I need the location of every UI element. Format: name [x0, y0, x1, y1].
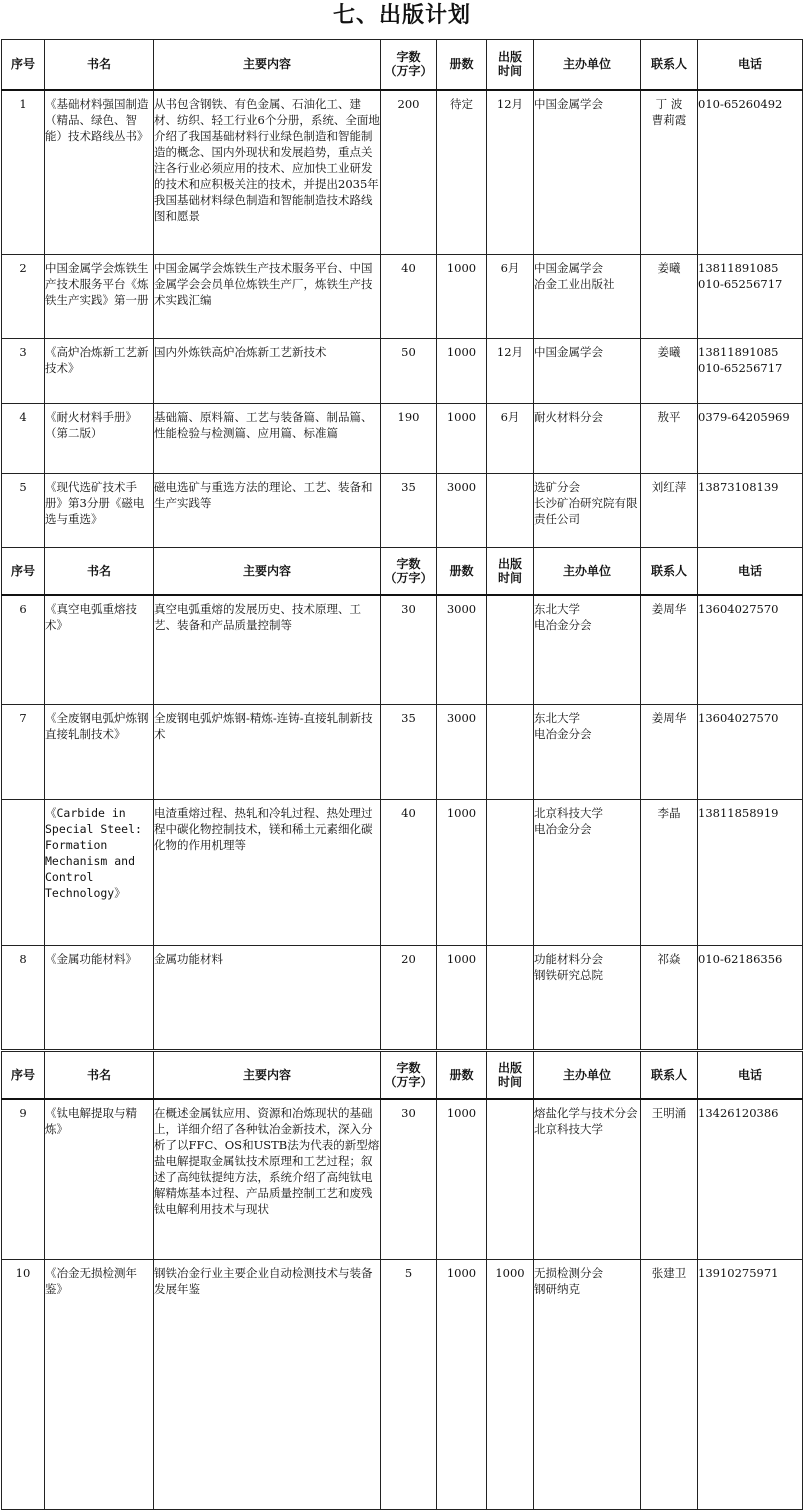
- cell-phone: 13604027570: [698, 705, 803, 800]
- cell-organizer: 中国金属学会 冶金工业出版社: [534, 255, 641, 339]
- cell-word-count: 30: [381, 1099, 437, 1260]
- cell-copies: 1000: [437, 1260, 487, 1510]
- table-row: [2, 1099, 803, 1260]
- header-org: 主办单位: [534, 1052, 641, 1099]
- header-copies: 册数: [437, 548, 487, 595]
- cell-book-title: 《耐火材料手册》（第二版）: [45, 404, 154, 474]
- cell-word-count: 35: [381, 474, 437, 548]
- cell-book-title: 《高炉冶炼新工艺新技术》: [45, 339, 154, 404]
- cell-word-count: 40: [381, 800, 437, 946]
- cell-main-content: 全废钢电弧炉炼钢-精炼-连铸-直接轧制新技术: [154, 705, 381, 800]
- cell-phone: 010-65260492: [698, 90, 803, 255]
- cell-organizer: 东北大学 电冶金分会: [534, 595, 641, 705]
- header-no: 序号: [2, 548, 45, 595]
- header-words: 字数 （万字）: [381, 548, 437, 595]
- header-words: 字数 （万字）: [381, 40, 437, 90]
- header-no: 序号: [2, 40, 45, 90]
- cell-word-count: 30: [381, 595, 437, 705]
- header-book: 书名: [45, 1052, 154, 1099]
- cell-book-title: 《冶金无损检测年鉴》: [45, 1260, 154, 1510]
- cell-no: 9: [2, 1099, 45, 1260]
- cell-book-title: 《金属功能材料》: [45, 946, 154, 1050]
- table-row: [2, 705, 803, 800]
- header-date: 出版 时间: [487, 548, 534, 595]
- cell-publish-date: [487, 474, 534, 548]
- header-contact: 联系人: [641, 1052, 698, 1099]
- header-book: 书名: [45, 40, 154, 90]
- header-book: 书名: [45, 548, 154, 595]
- cell-book-title: 中国金属学会炼铁生产技术服务平台《炼铁生产实践》第一册: [45, 255, 154, 339]
- table-row: [2, 1260, 803, 1510]
- cell-copies: 1000: [437, 404, 487, 474]
- cell-contact: 王明涌: [641, 1099, 698, 1260]
- header-copies: 册数: [437, 1052, 487, 1099]
- cell-phone: 13873108139: [698, 474, 803, 548]
- cell-copies: 1000: [437, 255, 487, 339]
- cell-word-count: 50: [381, 339, 437, 404]
- header-phone: 电话: [698, 548, 803, 595]
- cell-phone: 13811891085 010-65256717: [698, 255, 803, 339]
- header-phone: 电话: [698, 1052, 803, 1099]
- cell-word-count: 190: [381, 404, 437, 474]
- cell-word-count: 5: [381, 1260, 437, 1510]
- cell-phone: 0379-64205969: [698, 404, 803, 474]
- cell-word-count: 40: [381, 255, 437, 339]
- cell-contact: 姜曦: [641, 255, 698, 339]
- table-header-row: [2, 40, 803, 90]
- cell-word-count: 35: [381, 705, 437, 800]
- cell-phone: 13811858919: [698, 800, 803, 946]
- cell-phone: 13604027570: [698, 595, 803, 705]
- cell-organizer: 中国金属学会: [534, 339, 641, 404]
- cell-copies: 3000: [437, 595, 487, 705]
- cell-main-content: 从书包含钢铁、有色金属、石油化工、建材、纺织、轻工行业6个分册，系统、全面地介绍了我国基础材料行业绿色制造和智能制造的概念、国内外现状和发展趋势，重点关注各行业必须应用的技术、应加快工业研发的技术和应积极关注的技术，并提出2035年我国基础材料绿色制造和智能制造技术路线图和愿景: [154, 90, 381, 255]
- table-row: [2, 474, 803, 548]
- cell-book-title: 《真空电弧重熔技术》: [45, 595, 154, 705]
- cell-main-content: 真空电弧重熔的发展历史、技术原理、工艺、装备和产品质量控制等: [154, 595, 381, 705]
- cell-copies: 1000: [437, 339, 487, 404]
- table-row: [2, 946, 803, 1050]
- header-content: 主要内容: [154, 40, 381, 90]
- cell-organizer: 功能材料分会 钢铁研究总院: [534, 946, 641, 1050]
- cell-contact: 张建卫: [641, 1260, 698, 1510]
- cell-organizer: 选矿分会 长沙矿冶研究院有限责任公司: [534, 474, 641, 548]
- header-content: 主要内容: [154, 1052, 381, 1099]
- plan-table-section-1: [1, 39, 803, 548]
- cell-publish-date: 1000: [487, 1260, 534, 1510]
- cell-publish-date: 12月: [487, 90, 534, 255]
- cell-main-content: 电渣重熔过程、热轧和冷轧过程、热处理过程中碳化物控制技术，镁和稀土元素细化碳化物的作用机理等: [154, 800, 381, 946]
- cell-main-content: 中国金属学会炼铁生产技术服务平台、中国金属学会会员单位炼铁生产厂，炼铁生产技术实践汇编: [154, 255, 381, 339]
- cell-no: 10: [2, 1260, 45, 1510]
- cell-publish-date: 6月: [487, 255, 534, 339]
- header-copies: 册数: [437, 40, 487, 90]
- cell-contact: 刘红萍: [641, 474, 698, 548]
- header-date: 出版 时间: [487, 1052, 534, 1099]
- table-row: [2, 90, 803, 255]
- cell-book-title: 《Carbide in Special Steel: Formation Mechanism and Control Technology》: [45, 800, 154, 946]
- cell-copies: 3000: [437, 474, 487, 548]
- cell-contact: 丁 波 曹莉霞: [641, 90, 698, 255]
- cell-publish-date: [487, 595, 534, 705]
- cell-copies: 1000: [437, 1099, 487, 1260]
- plan-table-section-3: [1, 1051, 803, 1510]
- cell-main-content: 钢铁冶金行业主要企业自动检测技术与装备发展年鉴: [154, 1260, 381, 1510]
- cell-copies: 1000: [437, 946, 487, 1050]
- cell-publish-date: [487, 705, 534, 800]
- cell-publish-date: 12月: [487, 339, 534, 404]
- cell-main-content: 国内外炼铁高炉冶炼新工艺新技术: [154, 339, 381, 404]
- page-title: 七、出版计划: [332, 3, 471, 28]
- table-header-row: [2, 548, 803, 595]
- table-row: [2, 800, 803, 946]
- header-words: 字数 （万字）: [381, 1052, 437, 1099]
- table-row: [2, 339, 803, 404]
- cell-organizer: 无损检测分会 钢研纳克: [534, 1260, 641, 1510]
- cell-copies: 3000: [437, 705, 487, 800]
- cell-phone: 13910275971: [698, 1260, 803, 1510]
- cell-publish-date: [487, 946, 534, 1050]
- cell-copies: 1000: [437, 800, 487, 946]
- table-header-row: [2, 1052, 803, 1099]
- cell-main-content: 金属功能材料: [154, 946, 381, 1050]
- cell-copies: 待定: [437, 90, 487, 255]
- cell-organizer: 东北大学 电冶金分会: [534, 705, 641, 800]
- table-row: [2, 404, 803, 474]
- cell-publish-date: [487, 1099, 534, 1260]
- cell-main-content: 在概述金属钛应用、资源和冶炼现状的基础上，详细介绍了各种钛冶金新技术，深入分析了以FFC、OS和USTB法为代表的新型熔盐电解提取金属钛技术原理和工艺过程；叙述了高纯钛提纯方法，系统介绍了高纯钛电解精炼基本过程、产品质量控制工艺和废残钛电解利用技术与现状: [154, 1099, 381, 1260]
- cell-no: 8: [2, 946, 45, 1050]
- cell-main-content: 磁电选矿与重选方法的理论、工艺、装备和生产实践等: [154, 474, 381, 548]
- cell-word-count: 20: [381, 946, 437, 1050]
- cell-contact: 敖平: [641, 404, 698, 474]
- cell-no: 7: [2, 705, 45, 800]
- header-contact: 联系人: [641, 548, 698, 595]
- cell-no: 6: [2, 595, 45, 705]
- cell-book-title: 《现代选矿技术手册》第3分册《磁电选与重选》: [45, 474, 154, 548]
- cell-no: 2: [2, 255, 45, 339]
- header-org: 主办单位: [534, 548, 641, 595]
- cell-no: [2, 800, 45, 946]
- cell-organizer: 耐火材料分会: [534, 404, 641, 474]
- cell-book-title: 《全废钢电弧炉炼钢直接轧制技术》: [45, 705, 154, 800]
- table-row: [2, 595, 803, 705]
- cell-contact: 姜曦: [641, 339, 698, 404]
- cell-phone: 13811891085 010-65256717: [698, 339, 803, 404]
- cell-no: 1: [2, 90, 45, 255]
- cell-main-content: 基础篇、原料篇、工艺与装备篇、制品篇、性能检验与检测篇、应用篇、标准篇: [154, 404, 381, 474]
- header-no: 序号: [2, 1052, 45, 1099]
- cell-book-title: 《基础材料强国制造（精品、绿色、智能）技术路线丛书》: [45, 90, 154, 255]
- header-phone: 电话: [698, 40, 803, 90]
- cell-contact: 姜周华: [641, 595, 698, 705]
- cell-organizer: 中国金属学会: [534, 90, 641, 255]
- cell-no: 3: [2, 339, 45, 404]
- cell-no: 4: [2, 404, 45, 474]
- table-row: [2, 255, 803, 339]
- cell-contact: 姜周华: [641, 705, 698, 800]
- header-org: 主办单位: [534, 40, 641, 90]
- cell-book-title: 《钛电解提取与精炼》: [45, 1099, 154, 1260]
- cell-publish-date: [487, 800, 534, 946]
- header-content: 主要内容: [154, 548, 381, 595]
- cell-organizer: 熔盐化学与技术分会 北京科技大学: [534, 1099, 641, 1260]
- cell-no: 5: [2, 474, 45, 548]
- cell-organizer: 北京科技大学 电冶金分会: [534, 800, 641, 946]
- cell-contact: 祁焱: [641, 946, 698, 1050]
- header-date: 出版 时间: [487, 40, 534, 90]
- cell-phone: 13426120386: [698, 1099, 803, 1260]
- cell-contact: 李晶: [641, 800, 698, 946]
- cell-phone: 010-62186356: [698, 946, 803, 1050]
- header-contact: 联系人: [641, 40, 698, 90]
- cell-publish-date: 6月: [487, 404, 534, 474]
- plan-table-section-2: [1, 547, 803, 1050]
- cell-word-count: 200: [381, 90, 437, 255]
